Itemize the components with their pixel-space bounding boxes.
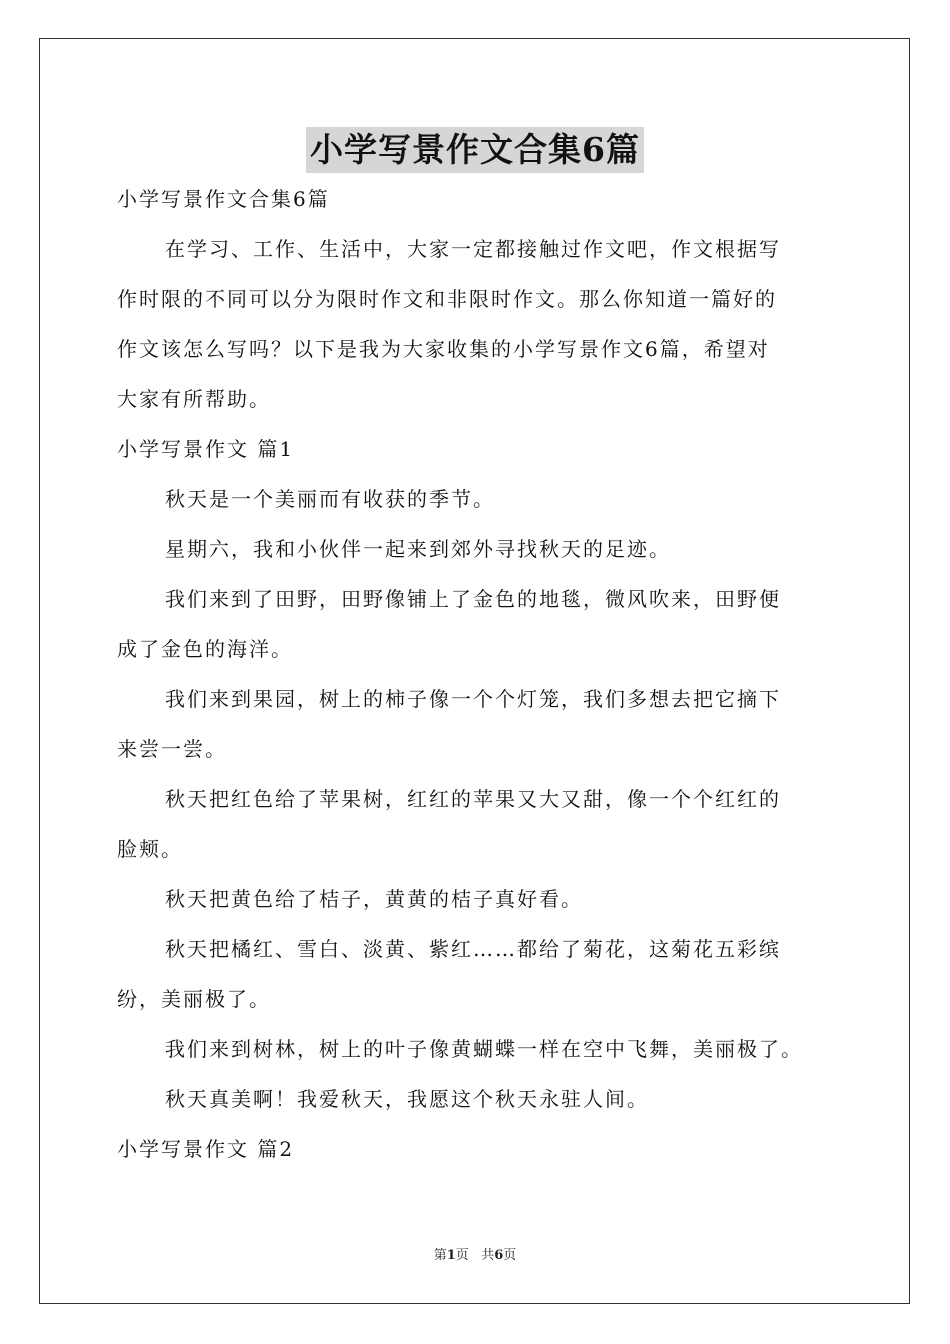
subtitle-line: 小学写景作文合集6篇	[117, 187, 330, 211]
page-current: 1	[446, 1248, 456, 1263]
paragraph-line: 我们来到果园，树上的柿子像一个个灯笼，我们多想去把它摘下	[165, 687, 781, 711]
total-prefix: 共	[481, 1248, 495, 1263]
paragraph-line: 脸颊。	[117, 837, 183, 861]
paragraph-line: 秋天是一个美丽而有收获的季节。	[165, 487, 495, 511]
paragraph-line: 秋天把红色给了苹果树，红红的苹果又大又甜，像一个个红红的	[165, 787, 781, 811]
total-suffix: 页	[503, 1248, 517, 1263]
paragraph-line: 成了金色的海洋。	[117, 637, 293, 661]
document-title: 小学写景作文合集6篇	[306, 127, 644, 173]
section-heading: 小学写景作文 篇1	[117, 437, 295, 461]
paragraph-line: 纷，美丽极了。	[117, 987, 271, 1011]
page-footer	[0, 1244, 950, 1263]
paragraph-line: 作时限的不同可以分为限时作文和非限时作文。那么你知道一篇好的	[117, 287, 777, 311]
paragraph-line: 我们来到树林，树上的叶子像黄蝴蝶一样在空中飞舞，美丽极了。	[165, 1037, 803, 1061]
paragraph-line: 秋天把黄色给了桔子，黄黄的桔子真好看。	[165, 887, 583, 911]
page-prefix: 第	[433, 1248, 447, 1263]
paragraph-line: 在学习、工作、生活中，大家一定都接触过作文吧，作文根据写	[165, 237, 781, 261]
title-container	[0, 127, 950, 173]
section-heading: 小学写景作文 篇2	[117, 1137, 295, 1161]
paragraph-line: 秋天把橘红、雪白、淡黄、紫红……都给了菊花，这菊花五彩缤	[165, 937, 781, 961]
paragraph-line: 我们来到了田野，田野像铺上了金色的地毯，微风吹来，田野便	[165, 587, 781, 611]
paragraph-line: 来尝一尝。	[117, 737, 227, 761]
page-border	[39, 38, 910, 1304]
paragraph-line: 星期六，我和小伙伴一起来到郊外寻找秋天的足迹。	[165, 537, 671, 561]
page-total: 6	[494, 1248, 504, 1263]
paragraph-line: 作文该怎么写吗？以下是我为大家收集的小学写景作文6篇，希望对	[117, 337, 770, 361]
paragraph-line: 秋天真美啊！我爱秋天，我愿这个秋天永驻人间。	[165, 1087, 649, 1111]
page-suffix: 页	[455, 1248, 469, 1263]
paragraph-line: 大家有所帮助。	[117, 387, 271, 411]
